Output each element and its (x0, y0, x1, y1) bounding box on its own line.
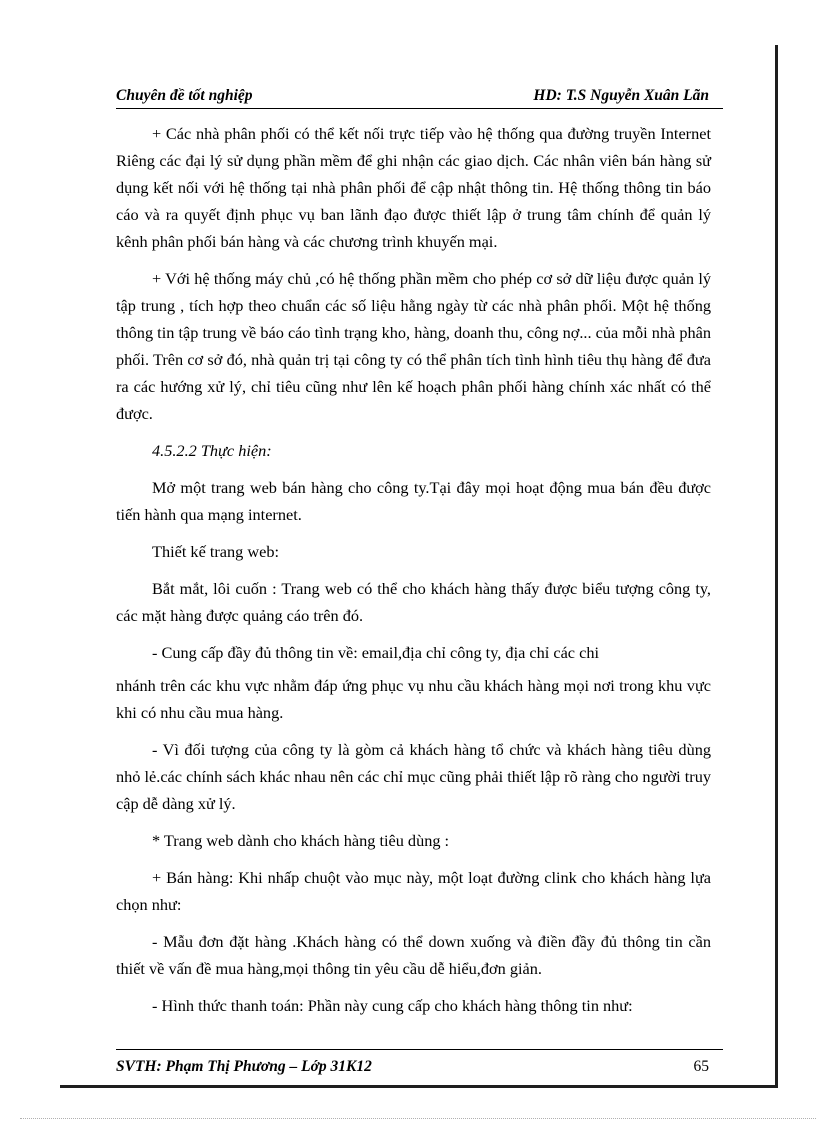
paragraph-order-form: - Mẫu đơn đặt hàng .Khách hàng có thể down xuống và điền đầy đủ thông tin cần thiết về vấn đề mua hàng,mọi thông tin yêu cầu dễ hiểu,đơn giản. (116, 932, 711, 978)
paragraph-contact-info: - Cung cấp đầy đủ thông tin về: email,địa chỉ công ty, địa chỉ các chi (152, 643, 599, 662)
footer-author: SVTH: Phạm Thị Phương – Lớp 31K12 (116, 1058, 372, 1075)
paragraph-sales: + Bán hàng: Khi nhấp chuột vào mục này, một loạt đường clink cho khách hàng lựa chọn như: (116, 868, 711, 914)
header-title: Chuyên đề tốt nghiệp (116, 87, 253, 104)
page-border-bottom (60, 1085, 778, 1088)
paragraph-branches: nhánh trên các khu vực nhằm đáp ứng phục vụ nhu cầu khách hàng mọi nơi trong khu vực khi có nhu cầu mua hàng. (116, 676, 711, 722)
page-footer (116, 1049, 723, 1078)
paragraph-distributors: + Các nhà phân phối có thể kết nối trực tiếp vào hệ thống qua đường truyền Internet Riêng các đại lý sử dụng phần mềm để ghi nhận các giao dịch. Các nhân viên bán hàng sử dụng kết nối với hệ thống tại nhà phân phối để cập nhật thông tin. Hệ thống thông tin báo cáo và ra quyết định phục vụ ban lãnh đạo được thiết lập ở trung tâm chính để quản lý kênh phân phối bán hàng và các chương trình khuyến mại. (116, 124, 711, 251)
paragraph-customer-types: - Vì đối tượng của công ty là gòm cả khách hàng tổ chức và khách hàng tiêu dùng nhỏ lẻ.các chính sách khác nhau nên các chỉ mục cũng phải thiết lập rõ ràng cho người truy cập dễ dàng xử lý. (116, 740, 711, 813)
section-heading: 4.5.2.2 Thực hiện: (152, 441, 272, 460)
paragraph-web-design: Thiết kế trang web: (152, 542, 280, 561)
header-advisor: HD: T.S Nguyễn Xuân Lãn (533, 87, 709, 104)
paragraph-server-system: + Với hệ thống máy chủ ,có hệ thống phần mềm cho phép cơ sở dữ liệu được quản lý tập trung , tích hợp theo chuẩn các số liệu hằng ngày từ các nhà phân phối. Một hệ thống thông tin tập trung về báo cáo tình trạng kho, hàng, doanh thu, công nợ... của mỗi nhà phân phối. Trên cơ sở đó, nhà quản trị tại công ty có thể phân tích tình hình tiêu thụ hàng để đưa ra các hướng xử lý, chỉ tiêu cũng như lên kế hoạch phân phối hàng chính xác nhất có thể được. (116, 269, 711, 423)
paragraph-payment: - Hình thức thanh toán: Phần này cung cấp cho khách hàng thông tin như: (152, 996, 633, 1015)
paragraph-website: Mở một trang web bán hàng cho công ty.Tại đây mọi hoạt động mua bán đều được tiến hành qua mạng internet. (116, 478, 711, 524)
page-header (116, 84, 723, 109)
page-number: 65 (693, 1058, 709, 1075)
document-body (116, 120, 711, 1029)
page-edge-dotted-line (20, 1118, 816, 1119)
paragraph-eye-catching: Bắt mắt, lôi cuốn : Trang web có thể cho khách hàng thấy được biểu tượng công ty, các mặt hàng được quảng cáo trên đó. (116, 579, 711, 625)
page-border-right (775, 45, 778, 1085)
paragraph-consumer-site: * Trang web dành cho khách hàng tiêu dùng : (152, 831, 450, 850)
